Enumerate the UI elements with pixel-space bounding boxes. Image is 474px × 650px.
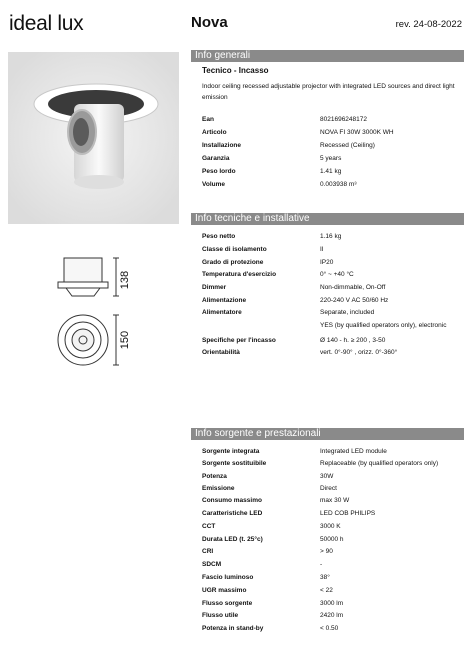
spec-row	[202, 625, 464, 638]
spec-row	[202, 497, 464, 510]
brand-logo: ideal lux	[9, 12, 84, 35]
spec-label: Articolo	[202, 129, 227, 136]
spec-value: 1.16 kg	[320, 233, 342, 240]
spec-row	[202, 510, 464, 523]
spec-row	[202, 284, 464, 297]
spec-label: Specifiche per l'incasso	[202, 337, 276, 344]
spec-label: Grado di protezione	[202, 259, 264, 266]
spec-value: 3000 K	[320, 523, 341, 530]
product-photo	[8, 52, 179, 224]
spec-label: UGR massimo	[202, 587, 247, 594]
spec-value: 8021696248172	[320, 116, 367, 123]
spec-row	[202, 309, 464, 322]
spec-value: max 30 W	[320, 497, 350, 504]
spec-value: 1.41 kg	[320, 168, 342, 175]
spec-value: < 22	[320, 587, 333, 594]
spec-label: Dimmer	[202, 284, 227, 291]
spec-label: Classe di isolamento	[202, 246, 267, 253]
spec-value: NOVA FI 30W 3000K WH	[320, 129, 394, 136]
spec-label: Garanzia	[202, 155, 230, 162]
spec-label: SDCM	[202, 561, 222, 568]
spec-row	[202, 349, 464, 362]
spec-value: Integrated LED module	[320, 448, 387, 455]
spec-value: > 90	[320, 548, 333, 555]
spec-row	[202, 523, 464, 536]
spec-label: Flusso utile	[202, 612, 239, 619]
spec-label: Caratteristiche LED	[202, 510, 263, 517]
spec-label: Peso lordo	[202, 168, 236, 175]
spec-label: Fascio luminoso	[202, 574, 254, 581]
spec-row	[202, 271, 464, 284]
spec-label: CRI	[202, 548, 214, 555]
height-dimension: 138	[119, 270, 131, 290]
spec-label: Alimentatore	[202, 309, 242, 316]
spec-value: Non-dimmable, On-Off	[320, 284, 386, 291]
spec-label: Peso netto	[202, 233, 236, 240]
spec-value: Recessed (Ceiling)	[320, 142, 375, 149]
spec-label: Emissione	[202, 485, 235, 492]
section-header-source: Info sorgente e prestazionali	[191, 428, 464, 440]
spec-label: Sorgente integrata	[202, 448, 260, 455]
spec-row	[202, 612, 464, 625]
side-view-drawing	[58, 258, 119, 296]
spec-row	[202, 548, 464, 561]
spec-value: 5 years	[320, 155, 342, 162]
spec-value: Replaceable (by qualified operators only)	[320, 460, 439, 467]
spec-label: Potenza	[202, 473, 227, 480]
section-header-technical: Info tecniche e installative	[191, 213, 464, 225]
spec-label: Potenza in stand-by	[202, 625, 264, 632]
spec-value: YES (by qualified operators only), electronic	[320, 322, 447, 329]
spec-label: CCT	[202, 523, 216, 530]
spec-label: Alimentazione	[202, 297, 247, 304]
spec-label: Volume	[202, 181, 225, 188]
revision-date: rev. 24-08-2022	[395, 19, 462, 30]
spec-row	[202, 155, 464, 168]
spec-value: LED COB PHILIPS	[320, 510, 376, 517]
spec-value: IP20	[320, 259, 334, 266]
section-header-general: Info generali	[191, 50, 464, 62]
spec-row	[202, 561, 464, 574]
spec-value: < 0.50	[320, 625, 339, 632]
spec-value: 0° ~ +40 °C	[320, 271, 354, 278]
spec-label: Flusso sorgente	[202, 600, 253, 607]
spec-label: Consumo massimo	[202, 497, 262, 504]
spec-value: 0.003938 m³	[320, 181, 357, 188]
spec-value: 220-240 V AC 50/60 Hz	[320, 297, 389, 304]
spec-row	[202, 587, 464, 600]
spec-value: vert. 0°-90° , orizz. 0°-360°	[320, 349, 398, 356]
spec-row	[202, 233, 464, 246]
diameter-dimension: 150	[119, 330, 131, 350]
spec-value: 50000 h	[320, 536, 344, 543]
spec-row	[202, 322, 464, 335]
spec-label: Ean	[202, 116, 214, 123]
spec-value: Direct	[320, 485, 337, 492]
spec-value: -	[320, 561, 323, 568]
top-view-drawing	[58, 315, 119, 365]
spec-row	[202, 246, 464, 259]
spec-value: 30W	[320, 473, 334, 480]
product-category: Tecnico - Incasso	[202, 66, 269, 75]
spec-value: II	[320, 246, 324, 253]
spec-value: Ø 140 - h. ≥ 200 , 3-50	[320, 337, 386, 344]
spec-label: Installazione	[202, 142, 242, 149]
spotlight-image	[8, 52, 179, 224]
technical-drawings	[50, 250, 140, 370]
spec-label: Sorgente sostituibile	[202, 460, 267, 467]
product-description: Indoor ceiling recessed adjustable projector with integrated LED sources and direct light emission	[202, 83, 455, 101]
spec-value: Separate, included	[320, 309, 375, 316]
spec-label: Durata LED (t. 25°c)	[202, 536, 263, 543]
spec-row	[202, 168, 464, 181]
spec-row	[202, 574, 464, 587]
spec-row	[202, 181, 464, 194]
spec-value: 2420 lm	[320, 612, 344, 619]
spec-row	[202, 142, 464, 155]
spec-row	[202, 460, 464, 473]
spec-row	[202, 116, 464, 129]
spec-label: Temperatura d'esercizio	[202, 271, 277, 278]
spec-value: 3000 lm	[320, 600, 344, 607]
spec-label: Orientabilità	[202, 349, 240, 356]
spec-row	[202, 129, 464, 142]
product-title: Nova	[191, 14, 228, 31]
spec-value: 38°	[320, 574, 330, 581]
